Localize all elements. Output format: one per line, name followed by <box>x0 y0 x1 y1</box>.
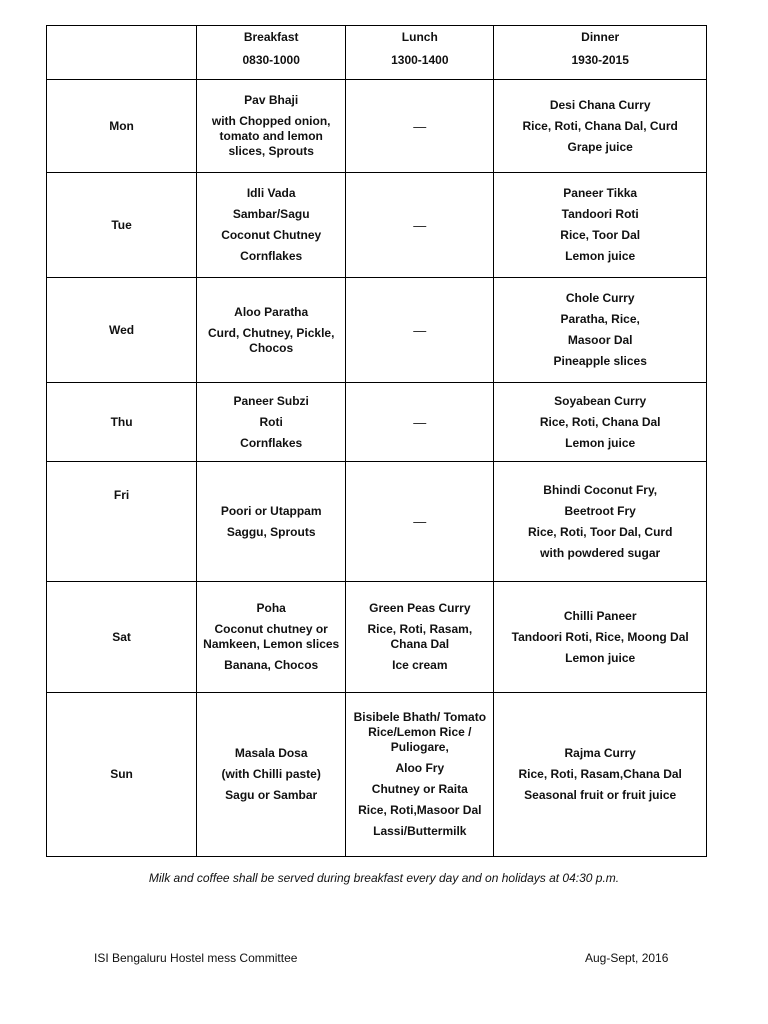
dinner-item: Lemon juice <box>565 435 636 450</box>
dinner-item: Chilli Paneer <box>563 608 637 623</box>
dinner-item: Chole Curry <box>565 291 635 305</box>
day-cell <box>47 693 197 857</box>
breakfast-cell <box>197 582 346 693</box>
footnote: Milk and coffee shall be served during breakfast every day and on holidays at 04:30 p.m. <box>148 871 620 885</box>
header-lunch-label: Lunch <box>401 30 438 44</box>
dinner-cell <box>494 582 707 693</box>
dinner-item: Paratha, Rice, <box>560 312 640 326</box>
header-row <box>47 26 707 80</box>
breakfast-item: Aloo Paratha <box>234 304 309 319</box>
header-dinner-label: Dinner <box>581 30 620 44</box>
lunch-cell <box>346 383 494 462</box>
dinner-item: Rice, Roti, Rasam,Chana Dal <box>518 767 682 781</box>
lunch-item: — <box>413 322 427 338</box>
breakfast-cell <box>197 278 346 383</box>
lunch-item: Rice, Roti,Masoor Dal <box>358 803 482 817</box>
header-lunch <box>346 26 494 80</box>
dinner-item: with powdered sugar <box>540 545 661 560</box>
day-cell <box>47 80 197 173</box>
dinner-item: Rajma Curry <box>564 746 636 760</box>
dinner-cell <box>494 278 707 383</box>
menu-row-mon <box>47 80 707 173</box>
lunch-item: Green Peas Curry <box>369 601 471 615</box>
breakfast-item: Masala Dosa <box>234 746 308 760</box>
breakfast-cell <box>197 693 346 857</box>
day-label: Sat <box>112 629 131 644</box>
breakfast-item: Cornflakes <box>240 249 303 263</box>
footer-date: Aug-Sept, 2016 <box>585 951 669 965</box>
dinner-item: Rice, Roti, Toor Dal, Curd <box>527 524 673 539</box>
dinner-item: Grape juice <box>567 139 633 154</box>
breakfast-cell <box>197 80 346 173</box>
breakfast-item: Curd, Chutney, Pickle, Chocos <box>207 325 335 355</box>
breakfast-item: Poori or Utappam <box>220 503 322 518</box>
dinner-item: Seasonal fruit or fruit juice <box>524 788 677 802</box>
day-cell <box>47 383 197 462</box>
header-breakfast-label: Breakfast <box>243 30 299 44</box>
lunch-item: Bisibele Bhath/ Tomato Rice/Lemon Rice / Puliogare, <box>353 710 487 754</box>
header-dinner-time: 1930-2015 <box>571 53 629 67</box>
day-label: Mon <box>109 118 134 133</box>
day-cell <box>47 278 197 383</box>
header-breakfast-time: 0830-1000 <box>242 53 300 67</box>
day-label: Tue <box>111 217 132 232</box>
menu-row-fri <box>47 462 707 582</box>
dinner-item: Pineapple slices <box>553 354 647 368</box>
day-cell <box>47 462 197 582</box>
lunch-cell <box>346 582 494 693</box>
dinner-item: Tandoori Roti <box>561 207 639 221</box>
dinner-item: Masoor Dal <box>567 333 633 347</box>
menu-body <box>47 80 707 857</box>
breakfast-item: Coconut chutney or Namkeen, Lemon slices <box>203 622 340 651</box>
menu-row-sun <box>47 693 707 857</box>
dinner-item: Tandoori Roti, Rice, Moong Dal <box>511 629 689 644</box>
breakfast-item: Saggu, Sprouts <box>226 524 316 539</box>
lunch-item: — <box>413 514 427 529</box>
breakfast-item: Poha <box>256 601 286 615</box>
dinner-cell <box>494 462 707 582</box>
breakfast-cell <box>197 173 346 278</box>
breakfast-item: Roti <box>259 414 283 429</box>
lunch-cell <box>346 462 494 582</box>
lunch-cell <box>346 278 494 383</box>
dinner-item: Soyabean Curry <box>554 393 647 408</box>
lunch-item: Aloo Fry <box>395 761 445 775</box>
mess-menu-table <box>46 25 707 857</box>
breakfast-item: Idli Vada <box>246 186 296 200</box>
breakfast-item: Cornflakes <box>240 435 303 450</box>
breakfast-cell <box>197 462 346 582</box>
breakfast-item: (with Chilli paste) <box>221 767 321 781</box>
day-label: Thu <box>110 414 133 429</box>
dinner-item: Paneer Tikka <box>563 186 638 200</box>
breakfast-item: Banana, Chocos <box>224 658 319 672</box>
menu-row-tue <box>47 173 707 278</box>
breakfast-item: Sambar/Sagu <box>232 207 310 221</box>
dinner-cell <box>494 383 707 462</box>
dinner-item: Rice, Toor Dal <box>560 228 641 242</box>
dinner-item: Desi Chana Curry <box>549 97 651 112</box>
lunch-item: Ice cream <box>392 658 448 672</box>
breakfast-item: Coconut Chutney <box>221 228 322 242</box>
dinner-cell <box>494 693 707 857</box>
footer-committee: ISI Bengaluru Hostel mess Committee <box>94 951 298 965</box>
lunch-cell <box>346 693 494 857</box>
header-breakfast <box>197 26 346 80</box>
dinner-item: Bhindi Coconut Fry, <box>543 482 658 497</box>
dinner-cell <box>494 173 707 278</box>
dinner-item: Rice, Roti, Chana Dal, Curd <box>522 118 678 133</box>
lunch-item: — <box>413 414 427 430</box>
day-label: Sun <box>110 767 133 781</box>
day-cell <box>47 173 197 278</box>
lunch-cell <box>346 80 494 173</box>
breakfast-item: Paneer Subzi <box>233 393 309 408</box>
menu-row-thu <box>47 383 707 462</box>
menu-row-sat <box>47 582 707 693</box>
breakfast-item: Sagu or Sambar <box>225 788 318 802</box>
dinner-item: Lemon juice <box>565 249 636 263</box>
breakfast-cell <box>197 383 346 462</box>
lunch-cell <box>346 173 494 278</box>
breakfast-item: Pav Bhaji <box>244 93 299 107</box>
day-cell <box>47 582 197 693</box>
lunch-item: Chutney or Raita <box>371 782 468 796</box>
dinner-item: Beetroot Fry <box>564 503 636 518</box>
header-empty-cell <box>47 26 197 80</box>
lunch-item: — <box>413 217 427 233</box>
breakfast-item: with Chopped onion, tomato and lemon slices, Sprouts <box>211 114 331 158</box>
lunch-item: Lassi/Buttermilk <box>373 824 467 838</box>
dinner-item: Lemon juice <box>565 650 636 665</box>
dinner-cell <box>494 80 707 173</box>
dinner-item: Rice, Roti, Chana Dal <box>539 414 661 429</box>
header-dinner <box>494 26 707 80</box>
lunch-item: Rice, Roti, Rasam, Chana Dal <box>367 622 473 651</box>
day-label: Fri <box>113 488 130 502</box>
menu-row-wed <box>47 278 707 383</box>
header-lunch-time: 1300-1400 <box>391 53 449 67</box>
day-label: Wed <box>109 322 135 337</box>
lunch-item: — <box>413 118 427 134</box>
